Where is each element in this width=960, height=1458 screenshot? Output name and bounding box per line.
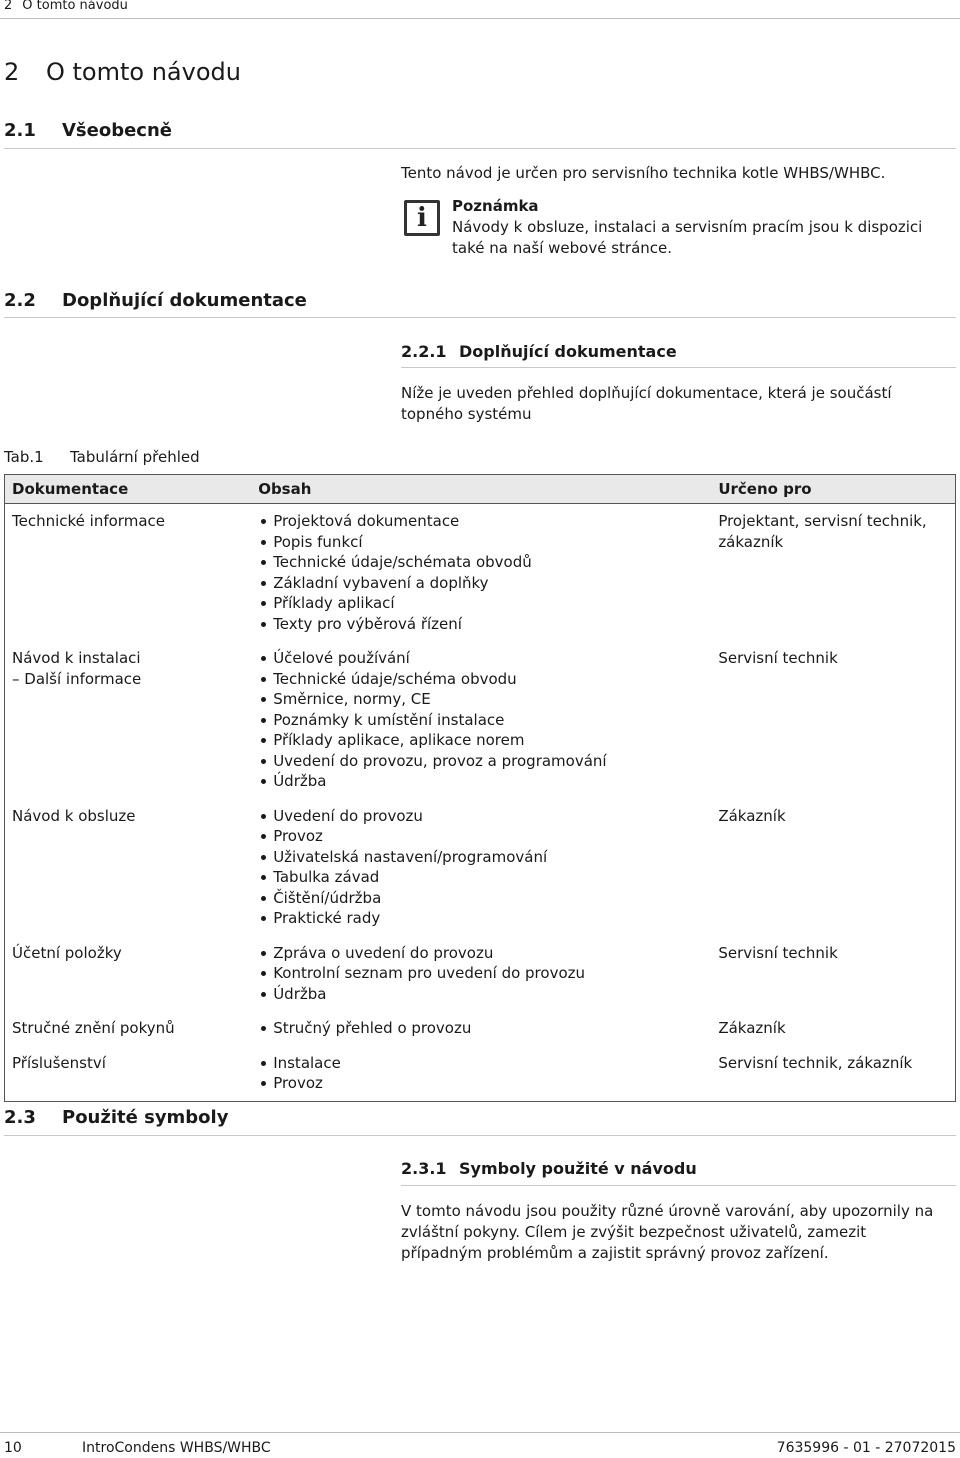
list-item: Uživatelská nastavení/programování	[258, 847, 704, 868]
section-title: Doplňující dokumentace	[62, 290, 307, 311]
document-code: 7635996 - 01 - 27072015	[776, 1440, 956, 1456]
list-item: Uvedení do provozu, provoz a programování	[258, 751, 704, 772]
audience-cell: Servisní technik	[718, 943, 838, 962]
section-heading-2-1	[4, 120, 172, 141]
content-list	[258, 806, 704, 929]
list-item: Texty pro výběrová řízení	[258, 614, 704, 635]
doc-cell	[5, 936, 252, 1012]
running-header	[4, 0, 138, 13]
chapter-number: 2	[4, 58, 20, 86]
content-cell	[251, 641, 711, 799]
table-row	[5, 504, 956, 642]
product-name: IntroCondens WHBS/WHBC	[82, 1440, 271, 1456]
section-divider	[4, 317, 956, 318]
subsection-title: Symboly použité v návodu	[459, 1159, 697, 1178]
content-list	[258, 943, 704, 1005]
list-item: Tabulka závad	[258, 867, 704, 888]
column-header: Určeno pro	[711, 475, 955, 504]
audience-cell: Servisní technik, zákazník	[718, 1053, 913, 1072]
list-item: Účelové používání	[258, 648, 704, 669]
audience-cell: Servisní technik	[718, 649, 838, 667]
running-header-number: 2	[4, 0, 13, 13]
section-heading-2-3	[4, 1107, 228, 1128]
doc-title: Technické informace	[12, 512, 165, 530]
subsection-number: 2.3.1	[401, 1159, 447, 1178]
section-title: Všeobecně	[62, 120, 173, 141]
list-item: Poznámky k umístění instalace	[258, 710, 704, 731]
table-row	[5, 1046, 956, 1102]
list-item: Příklady aplikací	[258, 593, 704, 614]
content-cell	[251, 504, 711, 642]
content-list	[258, 511, 704, 634]
content-cell	[251, 936, 711, 1012]
list-item: Provoz	[258, 1073, 704, 1094]
table-caption-number: Tab.1	[4, 448, 44, 466]
table-row	[5, 936, 956, 1012]
column-header: Obsah	[251, 475, 711, 504]
section-number: 2.3	[4, 1107, 36, 1128]
doc-title: Stručné znění pokynů	[12, 1019, 175, 1037]
running-header-title: O tomto návodu	[22, 0, 128, 13]
section-divider	[4, 148, 956, 149]
subsection-divider	[401, 1185, 956, 1186]
content-cell	[251, 799, 711, 936]
table-caption	[4, 448, 200, 466]
content-cell	[251, 1046, 711, 1102]
section-number: 2.2	[4, 290, 36, 311]
list-item: Provoz	[258, 826, 704, 847]
documentation-table	[4, 474, 956, 1102]
table-row	[5, 1011, 956, 1046]
audience-cell: Zákazník	[718, 1019, 786, 1037]
section-number: 2.1	[4, 120, 36, 141]
column-header: Dokumentace	[5, 475, 252, 504]
documentation-paragraph: Níže je uveden přehled doplňující dokumentace, která je součástí topného systému	[401, 384, 892, 423]
table-caption-title: Tabulární přehled	[70, 448, 200, 466]
section-divider	[4, 1135, 956, 1136]
section-title: Použité symboly	[62, 1107, 229, 1128]
list-item: Projektová dokumentace	[258, 511, 704, 532]
table-row	[5, 799, 956, 936]
subsection-heading-2-3-1	[401, 1159, 697, 1178]
header-divider	[0, 18, 960, 19]
doc-cell	[5, 504, 252, 642]
general-paragraph: Tento návod je určen pro servisního technika kotle WHBS/WHBC.	[401, 164, 886, 182]
list-item: Směrnice, normy, CE	[258, 689, 704, 710]
content-list	[258, 1018, 704, 1039]
list-item: Praktické rady	[258, 908, 704, 929]
content-cell	[251, 1011, 711, 1046]
page-number: 10	[4, 1440, 22, 1456]
subsection-number: 2.2.1	[401, 342, 447, 361]
audience-cell: Projektant, servisní technik, zákazník	[718, 512, 927, 551]
note-title: Poznámka	[452, 197, 539, 215]
list-item: Příklady aplikace, aplikace norem	[258, 730, 704, 751]
list-item: Instalace	[258, 1053, 704, 1074]
list-item: Čištění/údržba	[258, 888, 704, 909]
doc-cell	[5, 1046, 252, 1102]
doc-title: Účetní položky	[12, 943, 122, 962]
list-item: Údržba	[258, 984, 704, 1005]
info-icon: i	[404, 200, 440, 236]
doc-cell	[5, 799, 252, 936]
content-list	[258, 648, 704, 792]
list-item: Uvedení do provozu	[258, 806, 704, 827]
list-item: Základní vybavení a doplňky	[258, 573, 704, 594]
list-item: Popis funkcí	[258, 532, 704, 553]
doc-cell	[5, 1011, 252, 1046]
subsection-heading-2-2-1	[401, 342, 677, 361]
subsection-title: Doplňující dokumentace	[459, 342, 677, 361]
subsection-divider	[401, 367, 956, 368]
footer-divider	[0, 1432, 960, 1433]
chapter-title	[4, 58, 241, 86]
note-text: Návody k obsluze, instalaci a servisním pracím jsou k dispozici také na naší webové stránce.	[452, 218, 923, 257]
list-item: Technické údaje/schémata obvodů	[258, 552, 704, 573]
table-header-row	[5, 475, 956, 504]
doc-title: Návod k instalaci	[12, 649, 141, 667]
table-row	[5, 641, 956, 799]
doc-title: Příslušenství	[12, 1053, 106, 1072]
doc-cell	[5, 641, 252, 799]
doc-subtitle: – Další informace	[12, 669, 142, 688]
note-box	[452, 196, 952, 259]
chapter-title-text: O tomto návodu	[46, 58, 241, 86]
audience-cell: Zákazník	[718, 806, 786, 825]
doc-title: Návod k obsluze	[12, 806, 136, 825]
list-item: Technické údaje/schéma obvodu	[258, 669, 704, 690]
symbols-paragraph: V tomto návodu jsou použity různé úrovně varování, aby upozornily na zvláštní pokyny. Cílem je zvýšit bezpečnost uživatelů, zamezit případným problémům a zajistit správný provoz zařízení.	[401, 1202, 934, 1262]
list-item: Stručný přehled o provozu	[258, 1018, 704, 1039]
list-item: Kontrolní seznam pro uvedení do provozu	[258, 963, 704, 984]
list-item: Údržba	[258, 771, 704, 792]
section-heading-2-2	[4, 290, 307, 311]
content-list	[258, 1053, 704, 1094]
list-item: Zpráva o uvedení do provozu	[258, 943, 704, 964]
